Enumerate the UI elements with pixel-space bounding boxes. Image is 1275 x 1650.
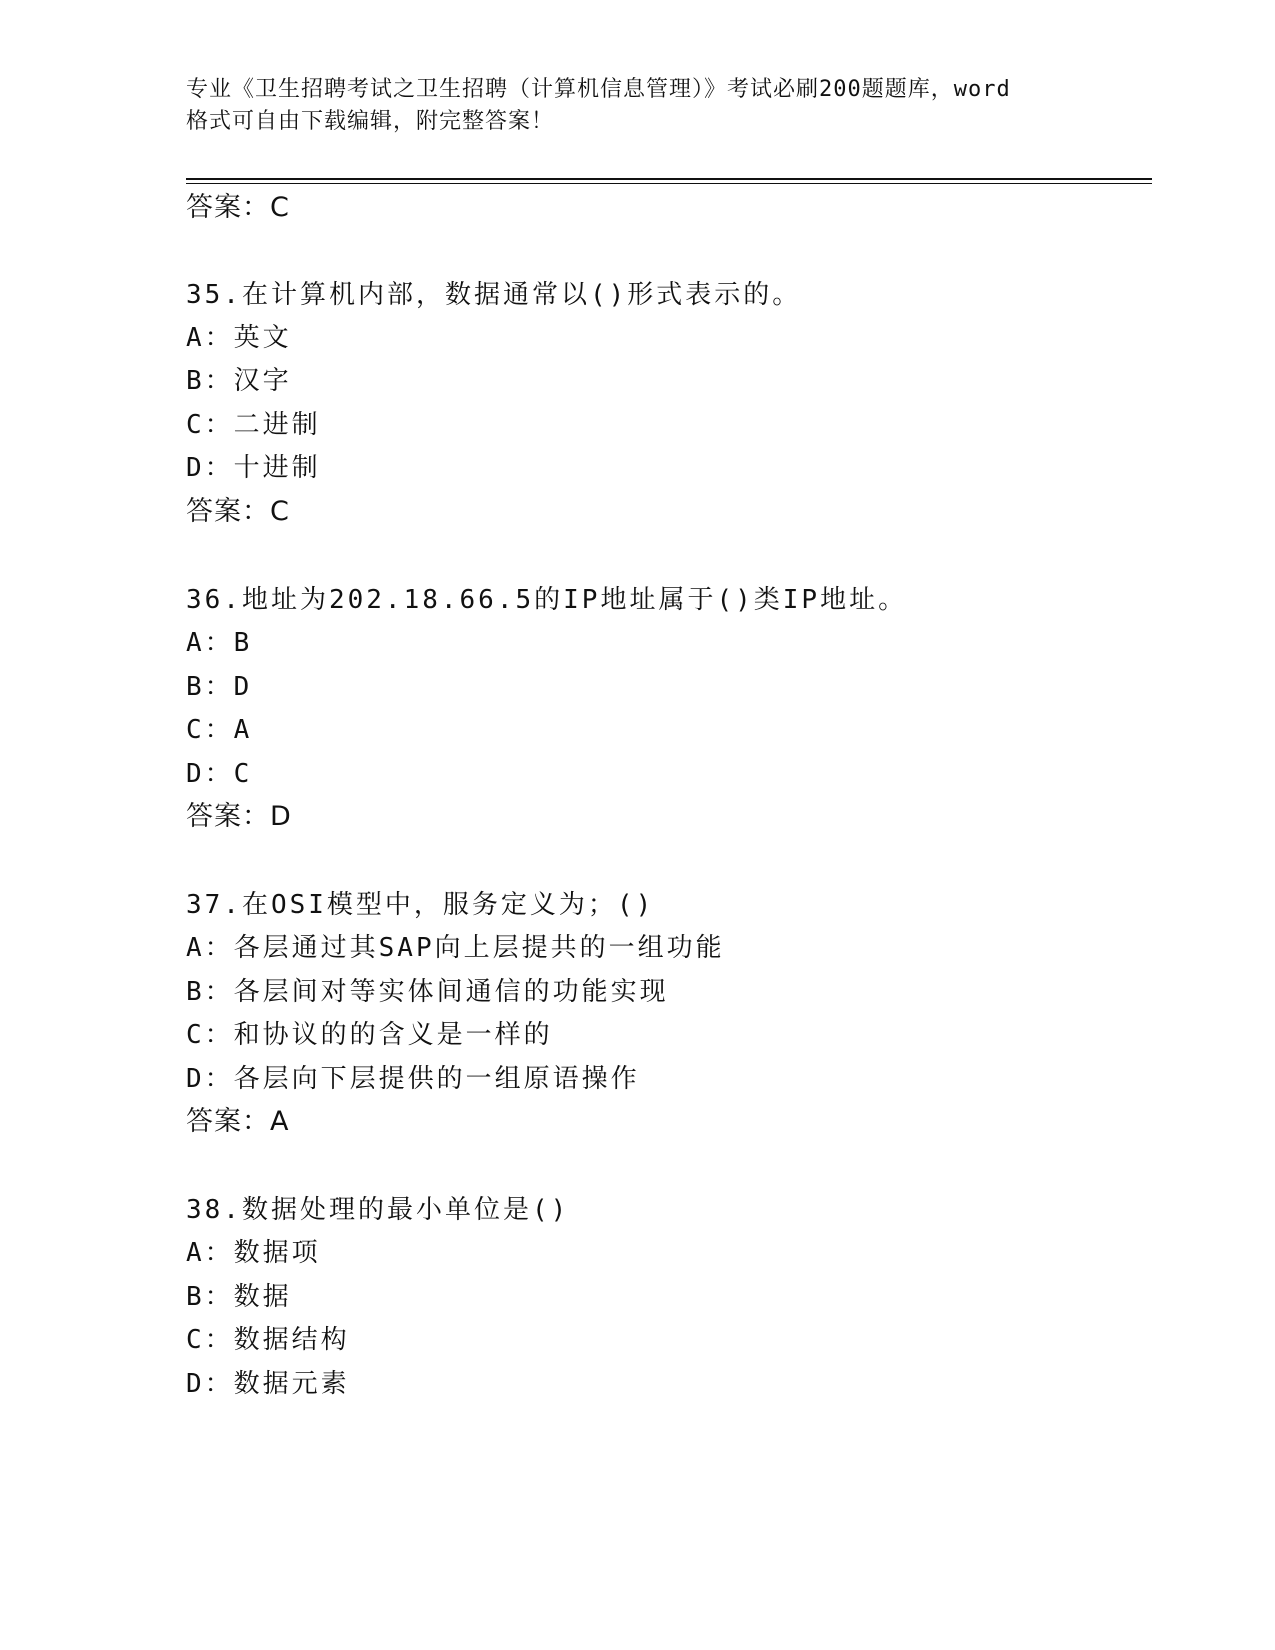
option-b: B：各层间对等实体间通信的功能实现 [186, 977, 669, 1007]
header-line-1: 专业《卫生招聘考试之卫生招聘（计算机信息管理）》考试必刷200题题库，word [186, 77, 1011, 102]
option-a: A：英文 [186, 323, 292, 353]
option-d: D：各层向下层提供的一组原语操作 [186, 1064, 640, 1094]
answer-value: A [270, 1106, 290, 1137]
option-c: C：和协议的的含义是一样的 [186, 1020, 553, 1050]
option-a: A：各层通过其SAP向上层提共的一组功能 [186, 933, 725, 963]
document-header [186, 74, 1086, 138]
answer-line [186, 800, 292, 834]
answer-prefix: 答案： [186, 192, 270, 223]
answer-prefix: 答案： [186, 801, 270, 832]
option-d: D：C [186, 759, 253, 789]
answer-prefix: 答案： [186, 496, 270, 527]
header-rule-thick [186, 178, 1152, 180]
answer-line [186, 495, 290, 529]
question-stem: 35.在计算机内部，数据通常以()形式表示的。 [186, 280, 802, 310]
answer-line [186, 191, 290, 225]
header-rule-thin [186, 183, 1152, 184]
option-b: B：数据 [186, 1282, 292, 1312]
option-c: C：数据结构 [186, 1325, 350, 1355]
question-stem: 37.在OSI模型中，服务定义为；() [186, 890, 655, 920]
answer-line [186, 1105, 289, 1139]
answer-prefix: 答案： [186, 1106, 270, 1137]
option-b: B：D [186, 672, 253, 702]
answer-value: C [270, 192, 290, 223]
question-stem: 38.数据处理的最小单位是() [186, 1195, 570, 1225]
option-c: C：A [186, 715, 253, 745]
answer-value: C [270, 496, 290, 527]
option-d: D：十进制 [186, 453, 321, 483]
option-b: B：汉字 [186, 366, 292, 396]
option-d: D：数据元素 [186, 1369, 350, 1399]
question-stem: 36.地址为202.18.66.5的IP地址属于()类IP地址。 [186, 585, 908, 615]
option-a: A：B [186, 628, 253, 658]
option-a: A：数据项 [186, 1238, 321, 1268]
option-c: C：二进制 [186, 410, 321, 440]
header-line-2: 格式可自由下载编辑，附完整答案！ [186, 109, 555, 134]
answer-value: D [270, 801, 292, 832]
